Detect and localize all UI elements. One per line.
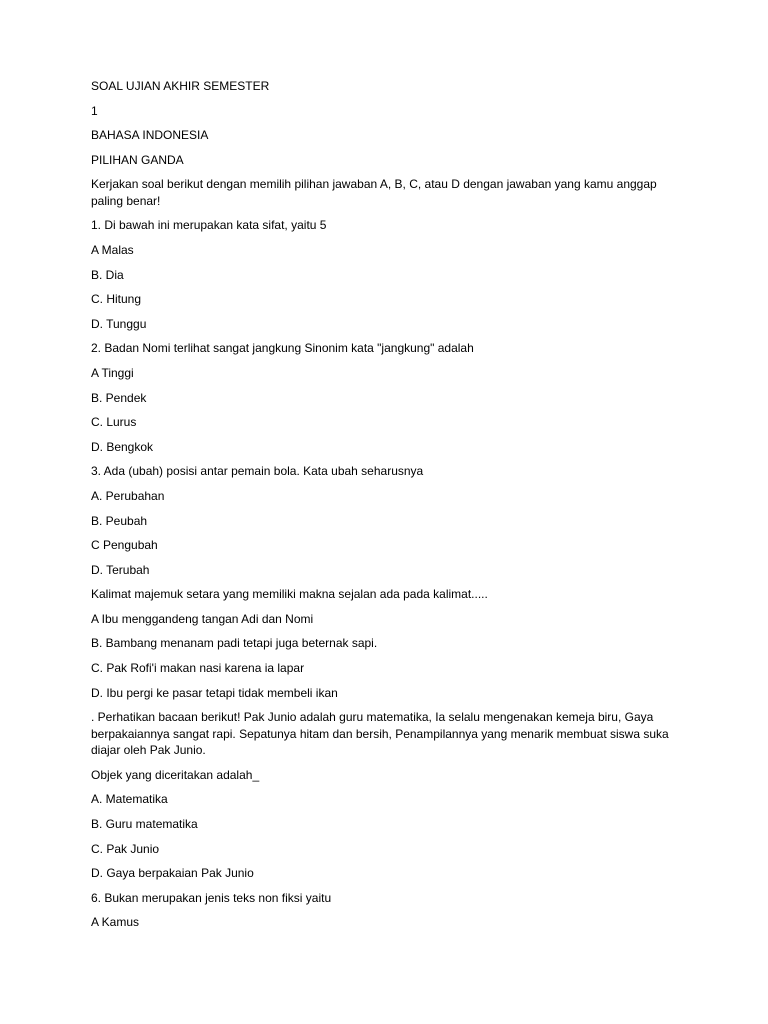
answer-option: C Pengubah <box>91 538 158 553</box>
answer-option: C. Pak Junio <box>91 841 160 856</box>
answer-option: A Tinggi <box>91 365 134 380</box>
answer-option: B. Bambang menanam padi tetapi juga beternak sapi. <box>91 636 378 651</box>
question-text: Objek yang diceritakan adalah_ <box>91 767 260 782</box>
instruction-text: Kerjakan soal berikut dengan memilih pilihan jawaban A, B, C, atau D dengan jawaban yang kamu anggap paling benar! <box>91 177 657 208</box>
reading-passage: . Perhatikan bacaan berikut! Pak Junio adalah guru matematika, Ia selalu mengenakan kemeja biru, Gaya berpakaiannya sangat rapi. Sepatunya hitam dan bersih, Penampilannya yang menarik membuat siswa suka diajar oleh Pak Junio. <box>91 710 669 758</box>
question-text: 2. Badan Nomi terlihat sangat jangkung Sinonim kata "jangkung" adalah <box>91 341 474 356</box>
answer-option: D. Terubah <box>91 562 150 577</box>
question-text: Kalimat majemuk setara yang memiliki makna sejalan ada pada kalimat..... <box>91 587 488 602</box>
answer-option: D. Bengkok <box>91 439 154 454</box>
question-text: 6. Bukan merupakan jenis teks non fiksi yaitu <box>91 890 332 905</box>
document-page <box>91 78 691 939</box>
answer-option: C. Hitung <box>91 292 142 307</box>
answer-option: C. Pak Rofi'i makan nasi karena ia lapar <box>91 661 305 676</box>
answer-option: A Ibu menggandeng tangan Adi dan Nomi <box>91 611 314 626</box>
answer-option: C. Lurus <box>91 415 137 430</box>
answer-option: D. Ibu pergi ke pasar tetapi tidak membeli ikan <box>91 685 338 700</box>
answer-option: D. Gaya berpakaian Pak Junio <box>91 866 254 881</box>
answer-option: B. Guru matematika <box>91 816 198 831</box>
answer-option: A Kamus <box>91 915 140 930</box>
answer-option: B. Pendek <box>91 390 147 405</box>
document-number: 1 <box>91 103 98 118</box>
answer-option: A. Matematika <box>91 792 168 807</box>
answer-option: A. Perubahan <box>91 488 165 503</box>
answer-option: B. Peubah <box>91 513 148 528</box>
answer-option: A Malas <box>91 242 134 257</box>
question-text: 3. Ada (ubah) posisi antar pemain bola. Kata ubah seharusnya <box>91 464 424 479</box>
answer-option: D. Tunggu <box>91 316 147 331</box>
question-text: 1. Di bawah ini merupakan kata sifat, yaitu 5 <box>91 218 327 233</box>
subject-heading: BAHASA INDONESIA <box>91 128 209 143</box>
document-title: SOAL UJIAN AKHIR SEMESTER <box>91 79 270 93</box>
answer-option: B. Dia <box>91 267 124 282</box>
section-heading: PILIHAN GANDA <box>91 152 184 167</box>
